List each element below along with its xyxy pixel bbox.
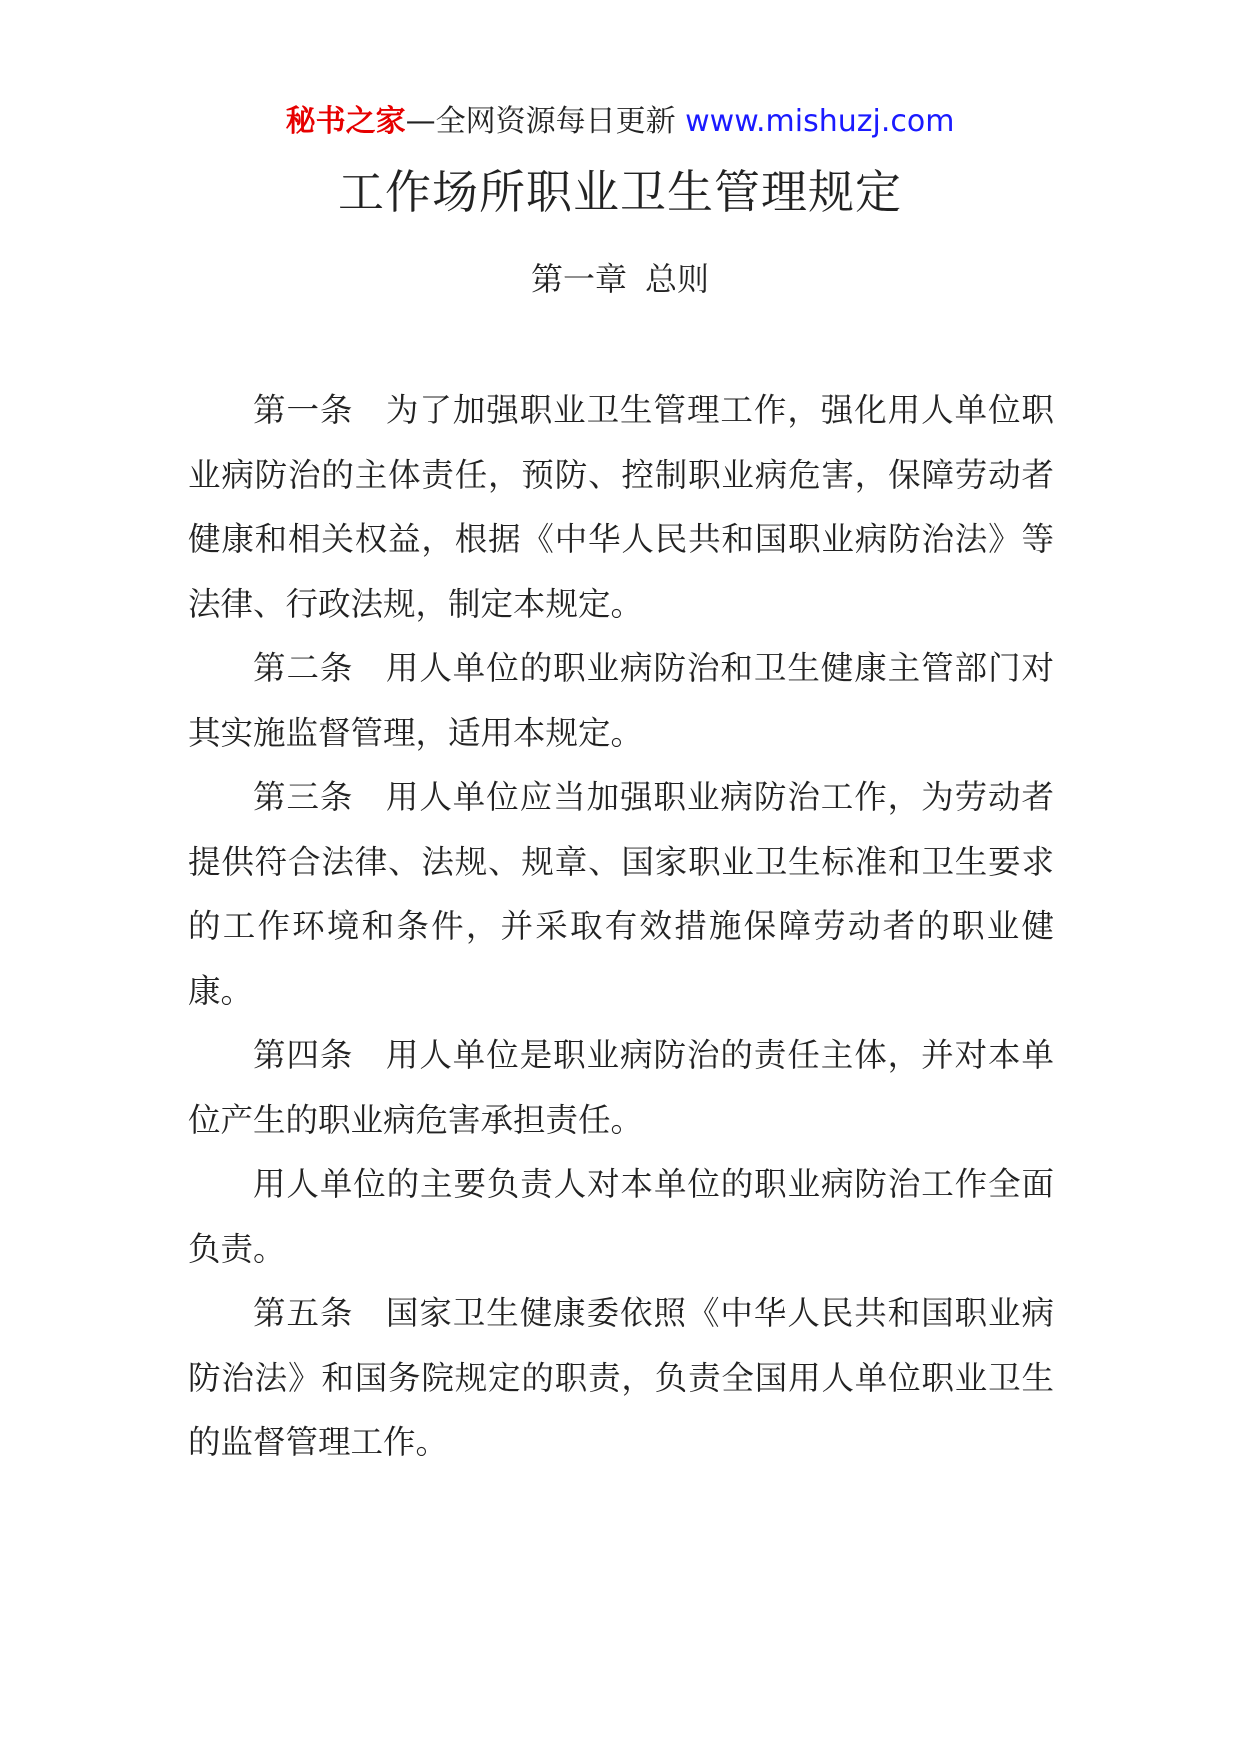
- paragraph-text: 用人单位的职业病防治和卫生健康主管部门对其实施监督管理，适用本规定。: [188, 649, 1054, 752]
- chapter-heading: [0, 255, 1240, 303]
- article-number: 第三条: [253, 778, 354, 816]
- article-number: 第二条: [253, 649, 354, 687]
- article-number: 第五条: [253, 1294, 354, 1332]
- site-url-link[interactable]: www.mishuzj.com: [685, 104, 955, 139]
- banner-slogan: —全网资源每日更新: [405, 104, 686, 139]
- chapter-number: 第一章: [530, 260, 627, 298]
- paragraph: [188, 765, 1054, 1023]
- paragraph-text: 国家卫生健康委依照《中华人民共和国职业病防治法》和国务院规定的职责，负责全国用人单位职业卫生的监督管理工作。: [188, 1294, 1054, 1461]
- paragraph: [188, 1023, 1054, 1152]
- document-title: 工作场所职业卫生管理规定: [338, 165, 902, 219]
- paragraph: [188, 636, 1054, 765]
- paragraph-text: 用人单位的主要负责人对本单位的职业病防治工作全面负责。: [188, 1165, 1054, 1268]
- brand-name: 秘书之家: [285, 104, 406, 139]
- paragraph: [188, 1152, 1054, 1281]
- paragraph: [188, 1281, 1054, 1475]
- article-number: 第一条: [253, 391, 354, 429]
- document-body: [188, 378, 1054, 1475]
- paragraph-text: 用人单位是职业病防治的责任主体，并对本单位产生的职业病危害承担责任。: [188, 1036, 1054, 1139]
- paragraph-text: 用人单位应当加强职业病防治工作，为劳动者提供符合法律、法规、规章、国家职业卫生标准和卫生要求的工作环境和条件，并采取有效措施保障劳动者的职业健康。: [188, 778, 1054, 1010]
- site-banner: [0, 100, 1240, 144]
- paragraph: [188, 378, 1054, 636]
- chapter-name: 总则: [645, 260, 710, 298]
- paragraph-text: 为了加强职业卫生管理工作，强化用人单位职业病防治的主体责任，预防、控制职业病危害，保障劳动者健康和相关权益，根据《中华人民共和国职业病防治法》等法律、行政法规，制定本规定。: [188, 391, 1054, 623]
- article-number: 第四条: [253, 1036, 354, 1074]
